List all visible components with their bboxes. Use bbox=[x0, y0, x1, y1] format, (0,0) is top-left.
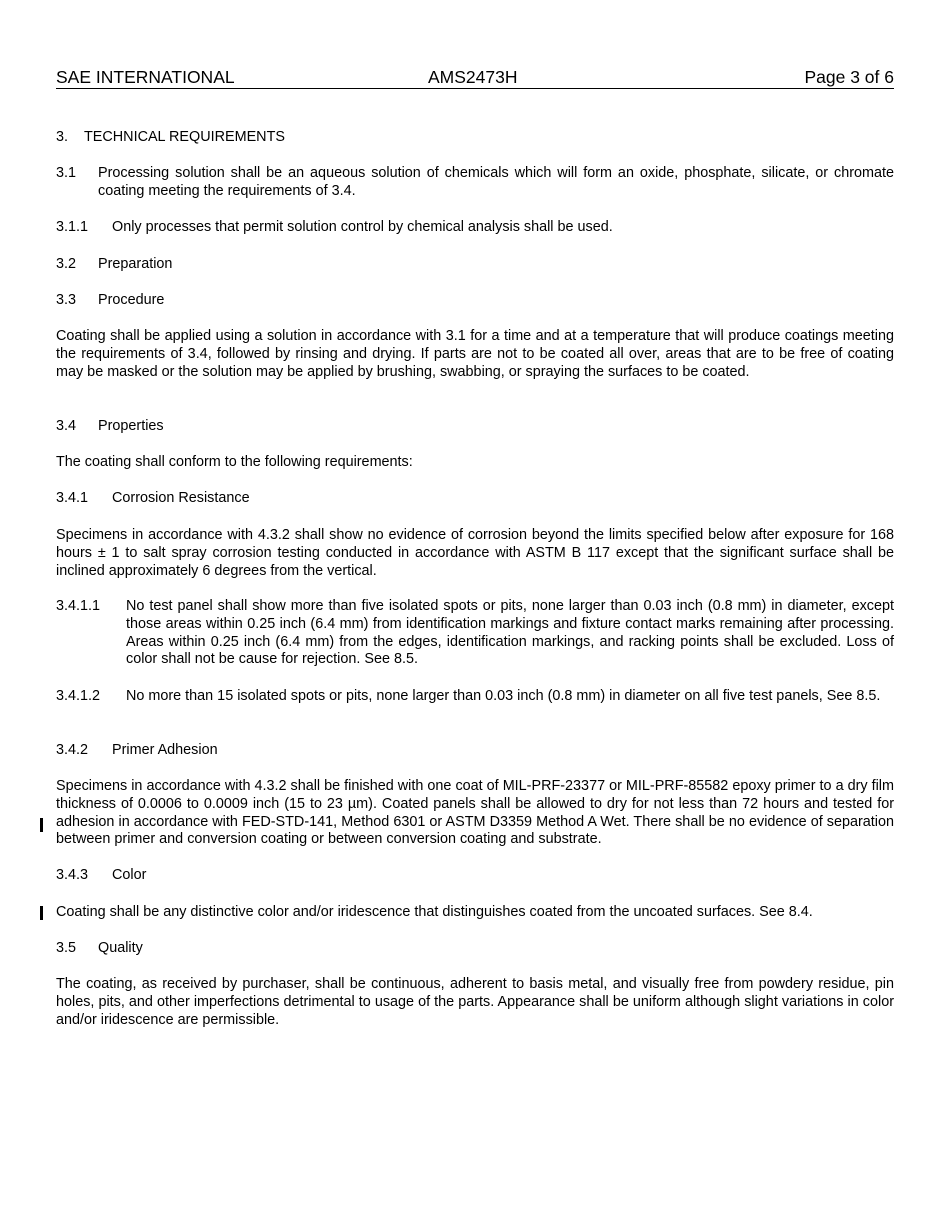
section-title: Procedure bbox=[98, 292, 165, 308]
section-number: 3.3 bbox=[56, 292, 77, 308]
section-number: 3.1 bbox=[56, 165, 77, 181]
section-number: 3.4.1.1 bbox=[56, 598, 101, 614]
section-3-1 bbox=[56, 165, 894, 201]
section-3-4-1-1 bbox=[56, 598, 894, 669]
section-3-heading bbox=[56, 129, 894, 147]
revision-change-bar bbox=[40, 906, 43, 920]
section-3-4-1-heading bbox=[56, 490, 894, 508]
section-3-4-1-body: Specimens in accordance with 4.3.2 shall show no evidence of corrosion beyond the limits specified below after exposure for 168 hours ± 1 to salt spray corrosion testing conducted in accordance with ASTM B 117 except that the significant surface shall be inclined approximately 6 degrees from the vertical. bbox=[56, 527, 894, 579]
section-title: Preparation bbox=[98, 256, 173, 272]
section-title: Properties bbox=[98, 418, 164, 434]
section-3-4-heading bbox=[56, 418, 894, 436]
section-number: 3. bbox=[56, 129, 69, 145]
paragraph: No more than 15 isolated spots or pits, none larger than 0.03 inch (0.8 mm) in diameter on all five test panels, See 8.5. bbox=[126, 688, 881, 704]
revision-change-bar bbox=[40, 818, 43, 832]
section-number: 3.1.1 bbox=[56, 219, 89, 235]
section-title: Color bbox=[112, 867, 147, 883]
section-title: Primer Adhesion bbox=[112, 742, 218, 758]
section-3-5-heading bbox=[56, 940, 894, 958]
section-number: 3.4.1.2 bbox=[56, 688, 101, 704]
header-page-number: Page 3 of 6 bbox=[804, 67, 894, 87]
section-number: 3.2 bbox=[56, 256, 77, 272]
section-3-4-body: The coating shall conform to the following requirements: bbox=[56, 454, 413, 470]
section-3-3-body: Coating shall be applied using a solution in accordance with 3.1 for a time and at a temperature that will produce coatings meeting the requirements of 3.4, followed by rinsing and drying. If parts are not to be coated all over, areas that are to be free of coating may be masked or the solution may be applied by brushing, swabbing, or spraying the surfaces to be coated. bbox=[56, 328, 894, 380]
header-organization: SAE INTERNATIONAL bbox=[56, 67, 235, 87]
header-document-id: AMS2473H bbox=[428, 67, 518, 87]
section-3-2-heading bbox=[56, 256, 894, 274]
section-title: TECHNICAL REQUIREMENTS bbox=[84, 129, 285, 145]
section-number: 3.5 bbox=[56, 940, 77, 956]
section-number: 3.4 bbox=[56, 418, 77, 434]
section-3-4-2-heading bbox=[56, 742, 894, 760]
section-title: Corrosion Resistance bbox=[112, 490, 250, 506]
section-3-4-1-2 bbox=[56, 688, 894, 706]
section-number: 3.4.1 bbox=[56, 490, 89, 506]
section-3-4-3-heading bbox=[56, 867, 894, 885]
section-3-4-2-body: Specimens in accordance with 4.3.2 shall be finished with one coat of MIL-PRF-23377 or MIL-PRF-85582 epoxy primer to a dry film thickness of 0.0006 to 0.0009 inch (15 to 23 µm). Coated panels shall be allowed to dry for not less than 72 hours and tested for adhesion in accordance with FED-STD-141, Method 6301 or ASTM D3359 Method A Wet. There shall be no evidence of separation between primer and conversion coating or between conversion coating and substrate. bbox=[56, 778, 894, 848]
section-3-3-heading bbox=[56, 292, 894, 310]
page-header bbox=[56, 67, 894, 89]
paragraph: No test panel shall show more than five isolated spots or pits, none larger than 0.03 inch (0.8 mm) in diameter, except those areas within 0.25 inch (6.4 mm) from identification markings and fixture contact marks remaining after processing. Areas within 0.25 inch (6.4 mm) from the edges, identification markings, and racking points shall be excluded. Loss of color shall not be cause for rejection. See 8.5. bbox=[126, 598, 894, 668]
section-3-1-1 bbox=[56, 219, 894, 237]
section-3-5-body: The coating, as received by purchaser, shall be continuous, adherent to basis metal, and visually free from powdery residue, pin holes, pits, and other imperfections detrimental to usage of the parts. Appearance shall be uniform although slight variations in color and/or iridescence are permissible. bbox=[56, 976, 894, 1028]
section-number: 3.4.2 bbox=[56, 742, 89, 758]
section-number: 3.4.3 bbox=[56, 867, 89, 883]
paragraph: Processing solution shall be an aqueous solution of chemicals which will form an oxide, phosphate, silicate, or chromate coating meeting the requirements of 3.4. bbox=[98, 165, 894, 199]
section-title: Quality bbox=[98, 940, 143, 956]
paragraph: Only processes that permit solution control by chemical analysis shall be used. bbox=[112, 219, 613, 235]
section-3-4-3-body: Coating shall be any distinctive color and/or iridescence that distinguishes coated from the uncoated surfaces. See 8.4. bbox=[56, 904, 813, 920]
